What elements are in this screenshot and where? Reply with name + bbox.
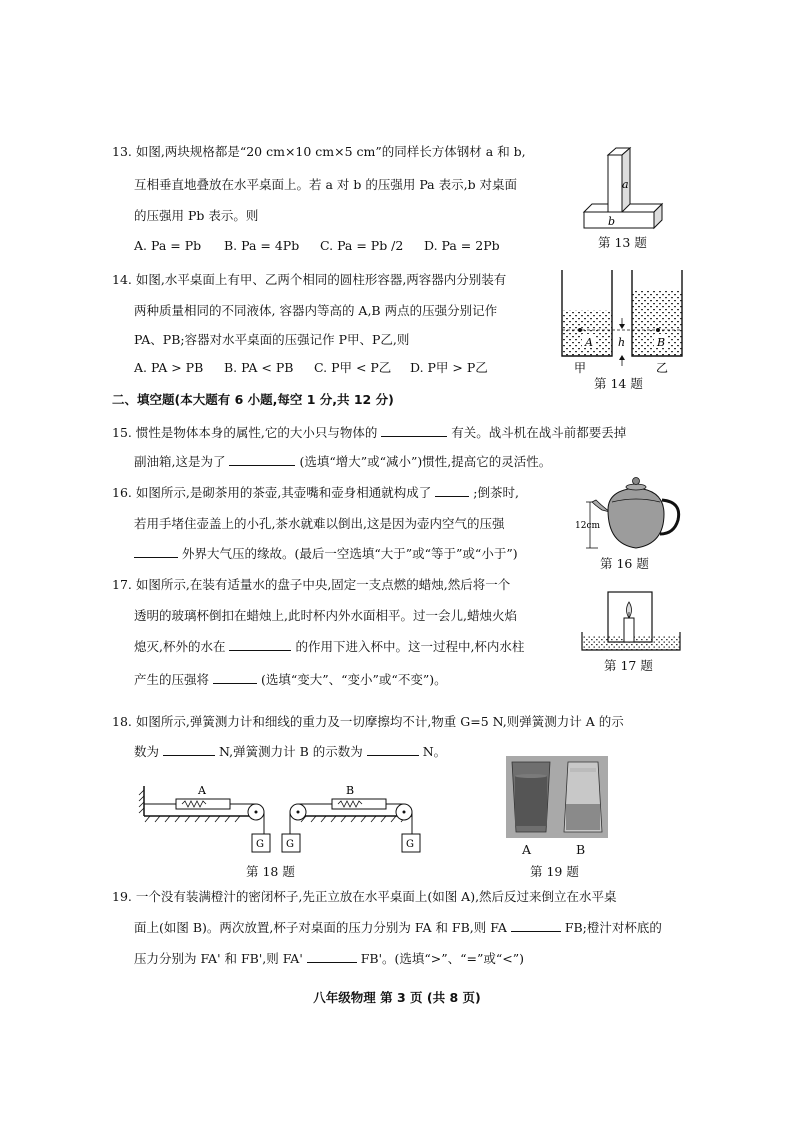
q19-fig-label-A: A bbox=[522, 842, 532, 857]
q13-fig-label-a: a bbox=[622, 178, 629, 191]
q15-line-2b: (选填“增大”或“减小”)惯性,提高它的灵活性。 bbox=[299, 454, 552, 469]
q13-line-2: 互相垂直地叠放在水平桌面上。若 a 对 b 的压强用 Pa 表示,b 对桌面 bbox=[134, 177, 518, 192]
q13-line-3: 的压强用 Pb 表示。则 bbox=[134, 208, 259, 223]
q19-line-1: 19. 一个没有装满橙汁的密闭杯子,先正立放在水平桌面上(如图 A),然后反过来倒立在水平桌 bbox=[112, 889, 617, 904]
q14-fig-label-A: A bbox=[585, 336, 593, 349]
q16-line-1 bbox=[112, 483, 519, 503]
q17-figure-candle bbox=[580, 588, 684, 656]
q16-line-2: 若用手堵住壶盖上的小孔,茶水就难以倒出,这是因为壶内空气的压强 bbox=[134, 516, 505, 531]
q14-line-1: 14. 如图,水平桌面上有甲、乙两个相同的圆柱形容器,两容器内分别装有 bbox=[112, 272, 507, 287]
q17-line-1: 17. 如图所示,在装有适量水的盘子中央,固定一支点燃的蜡烛,然后将一个 bbox=[112, 577, 511, 592]
q18-line-1: 18. 如图所示,弹簧测力计和细线的重力及一切摩擦均不计,物重 G=5 N,则弹簧测力计 A 的示 bbox=[112, 714, 624, 729]
q13-option-a: A. Pa = Pb bbox=[134, 238, 202, 253]
q18-fig-label-A: A bbox=[198, 784, 206, 797]
q19-line-3b: FB'。(选填“>”、“=”或“<”) bbox=[360, 951, 525, 966]
q17-line-4a: 产生的压强将 bbox=[134, 672, 210, 687]
q16-blank-1[interactable] bbox=[435, 483, 469, 497]
q15-blank-1[interactable] bbox=[381, 423, 447, 437]
q14-line-2: 两种质量相同的不同液体, 容器内等高的 A,B 两点的压强分别记作 bbox=[134, 303, 498, 318]
q14-fig-label-h: h bbox=[618, 336, 626, 349]
q17-line-4b: (选填“变大”、“变小”或“不变”)。 bbox=[260, 672, 447, 687]
q16-blank-2[interactable] bbox=[134, 544, 178, 558]
q16-line-3 bbox=[134, 544, 518, 564]
q15-line-1b: 有关。战斗机在战斗前都要丢掉 bbox=[451, 425, 627, 440]
q13-line-1: 13. 如图,两块规格都是“20 cm×10 cm×5 cm”的同样长方体钢材 a 和 b, bbox=[112, 144, 526, 159]
q15-line-2 bbox=[134, 452, 551, 472]
q17-blank-1[interactable] bbox=[229, 637, 291, 651]
q17-line-4 bbox=[134, 670, 447, 690]
q13-option-c: C. Pa = Pb /2 bbox=[320, 238, 404, 253]
q18-blank-1[interactable] bbox=[163, 742, 215, 756]
q19-blank-1[interactable] bbox=[511, 918, 561, 932]
q14-line-3: PA、PB;容器对水平桌面的压强记作 P甲、P乙,则 bbox=[134, 332, 410, 347]
q17-line-3b: 的作用下进入杯中。这一过程中,杯内水柱 bbox=[295, 639, 525, 654]
q14-figure-containers bbox=[556, 266, 686, 376]
q14-option-b: B. PA < PB bbox=[224, 360, 294, 375]
q19-line-2a: 面上(如图 B)。两次放置,杯子对桌面的压力分别为 FA 和 FB,则 FA bbox=[134, 920, 507, 935]
q14-caption: 第 14 题 bbox=[594, 376, 643, 391]
q17-line-3 bbox=[134, 637, 524, 657]
q18-blank-2[interactable] bbox=[367, 742, 419, 756]
q18-figure-spring-scales bbox=[136, 776, 436, 860]
q13-option-d: D. Pa = 2Pb bbox=[424, 238, 500, 253]
q14-option-c: C. P甲 < P乙 bbox=[314, 360, 392, 375]
q14-options bbox=[134, 358, 488, 378]
q16-figure-teapot bbox=[572, 472, 688, 552]
page-footer: 八年级物理 第 3 页 (共 8 页) bbox=[313, 990, 481, 1005]
q17-caption: 第 17 题 bbox=[604, 658, 653, 673]
q17-line-2: 透明的玻璃杯倒扣在蜡烛上,此时杯内外水面相平。过一会儿,蜡烛火焰 bbox=[134, 608, 517, 623]
q16-line-1a: 16. 如图所示,是砌茶用的茶壶,其壶嘴和壶身相通就构成了 bbox=[112, 485, 432, 500]
q14-fig-label-B: B bbox=[657, 336, 666, 349]
q18-line-2b: N,弹簧测力计 B 的示数为 bbox=[218, 744, 363, 759]
q15-blank-2[interactable] bbox=[229, 452, 295, 466]
q13-caption: 第 13 题 bbox=[598, 235, 647, 250]
q13-option-b: B. Pa = 4Pb bbox=[224, 238, 300, 253]
q19-blank-2[interactable] bbox=[307, 949, 357, 963]
q15-line-1a: 15. 惯性是物体本身的属性,它的大小只与物体的 bbox=[112, 425, 378, 440]
q13-figure-blocks bbox=[578, 140, 678, 235]
section-2-title: 二、填空题(本大题有 6 小题,每空 1 分,共 12 分) bbox=[112, 392, 394, 407]
q14-option-a: A. PA > PB bbox=[134, 360, 204, 375]
q14-fig-label-jia: 甲 bbox=[574, 361, 587, 375]
q17-line-3a: 熄灭,杯外的水在 bbox=[134, 639, 226, 654]
q19-caption: 第 19 题 bbox=[530, 864, 579, 879]
q15-line-2a: 副油箱,这是为了 bbox=[134, 454, 226, 469]
q19-figure-photo bbox=[506, 756, 608, 838]
q14-fig-label-yi: 乙 bbox=[656, 361, 669, 375]
q13-fig-label-b: b bbox=[608, 215, 616, 228]
q18-line-2 bbox=[134, 742, 446, 762]
q19-fig-label-B: B bbox=[576, 842, 586, 857]
q19-line-2b: FB;橙汁对杯底的 bbox=[564, 920, 662, 935]
q13-options bbox=[134, 236, 500, 256]
q18-line-2c: N。 bbox=[422, 744, 447, 759]
q16-line-1b: ;倒茶时, bbox=[473, 485, 519, 500]
q16-caption: 第 16 题 bbox=[600, 556, 649, 571]
q19-line-2 bbox=[134, 918, 662, 938]
q16-line-3b: 外界大气压的缘故。(最后一空选填“大于”或“等于”或“小于”) bbox=[181, 546, 518, 561]
q19-line-3 bbox=[134, 949, 524, 969]
q17-blank-2[interactable] bbox=[213, 670, 257, 684]
q18-fig-label-G-2: G bbox=[286, 839, 294, 850]
q18-line-2a: 数为 bbox=[134, 744, 160, 759]
q16-fig-label-12cm: 12cm bbox=[575, 521, 601, 531]
q14-option-d: D. P甲 > P乙 bbox=[410, 360, 488, 375]
q15-line-1 bbox=[112, 423, 626, 443]
q18-fig-label-G-1: G bbox=[256, 839, 264, 850]
q19-line-3a: 压力分别为 FA' 和 FB',则 FA' bbox=[134, 951, 303, 966]
q18-caption: 第 18 题 bbox=[246, 864, 295, 879]
q18-fig-label-G-3: G bbox=[406, 839, 414, 850]
q18-fig-label-B: B bbox=[346, 784, 355, 797]
